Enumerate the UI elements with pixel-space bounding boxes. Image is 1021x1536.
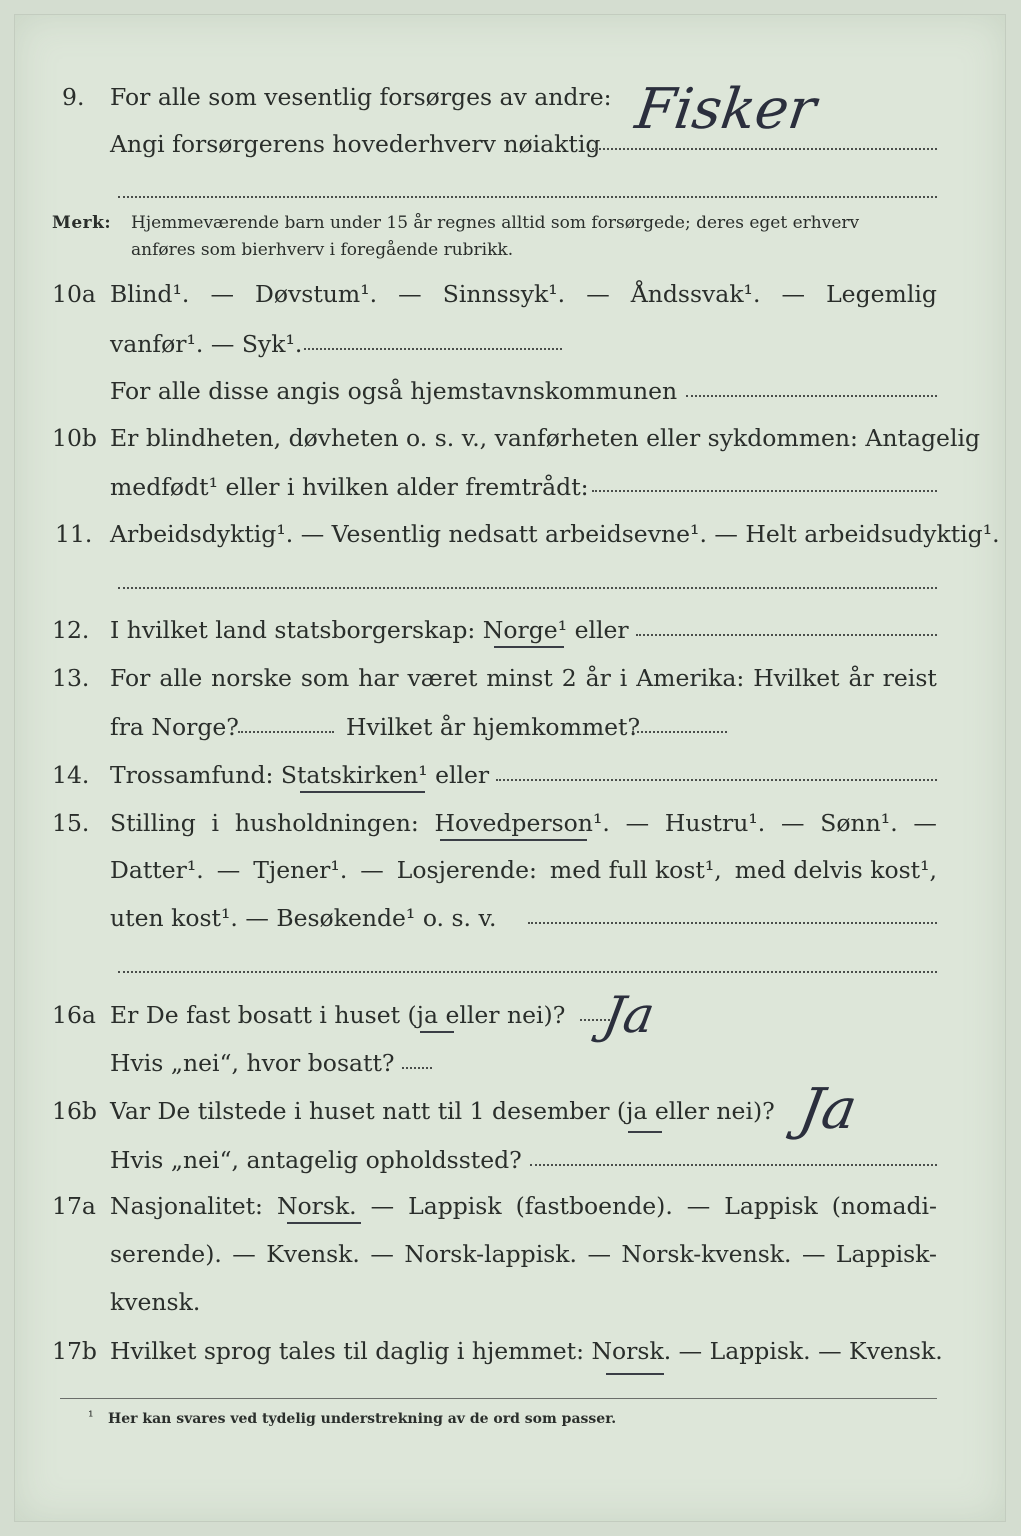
q9-answer-line — [592, 148, 937, 150]
q16b-ja-underline — [628, 1131, 662, 1133]
q11-number: 11. — [55, 520, 93, 548]
dash: — — [398, 280, 422, 308]
option-norsk: Norsk. — [276, 1192, 357, 1220]
q12-line1: I hvilket land statsborgerskap: Norge¹ eller — [110, 616, 629, 644]
q13-number: 13. — [52, 664, 90, 692]
q15-line1 — [110, 809, 937, 837]
q12-answer-line — [636, 634, 937, 636]
q17a-norsk-underline — [287, 1222, 361, 1224]
dash: — — [587, 1240, 611, 1268]
word: i — [211, 809, 220, 837]
word: været — [407, 664, 478, 692]
dash: — — [625, 809, 650, 837]
q16b-answer-line — [530, 1164, 937, 1166]
option-datter: Datter¹. — [110, 856, 204, 884]
word: (nomadi- — [831, 1192, 937, 1220]
dash: — — [216, 856, 241, 884]
q15-number: 15. — [52, 809, 90, 837]
q17b-line1: Hvilket sprog tales til daglig i hjemmet: Norsk. — Lappisk. — Kvensk. — [110, 1337, 943, 1365]
footnote-text: Her kan svares ved tydelig understrekning av de ord som passer. — [108, 1411, 617, 1427]
q16b-line1: Var De tilstede i huset natt til 1 desember (ja eller nei)? — [110, 1097, 775, 1125]
q10a-line2: vanfør¹. — Syk¹. — [110, 330, 303, 358]
q14-statskirken-underline — [300, 791, 425, 793]
word: Lappisk- — [835, 1240, 937, 1268]
q10b-line1: Er blindheten, døvheten o. s. v., vanførheten eller sykdommen: Antagelig — [110, 424, 981, 452]
dash: — — [781, 809, 805, 837]
q13-hjemkommet-line — [632, 731, 727, 733]
option-norsk-lappisk: Norsk-lappisk. — [404, 1240, 577, 1268]
word: år — [848, 664, 874, 692]
dash: — — [370, 1240, 394, 1268]
dash: — — [210, 280, 234, 308]
q10a-hjemstavn-line — [686, 395, 937, 397]
word: alle — [159, 664, 203, 692]
q13-line2b: Hvilket år hjemkommet? — [346, 713, 641, 741]
word: Lappisk — [408, 1192, 502, 1220]
word: Stilling — [110, 809, 196, 837]
q15-extra-line — [118, 971, 937, 973]
q13-reist-line — [238, 731, 334, 733]
q14-line1: Trossamfund: Statskirken¹ eller — [110, 761, 490, 789]
option-hovedperson: Hovedperson¹. — [434, 809, 610, 837]
option-full-kost: med full kost¹, — [549, 856, 722, 884]
q14-number: 14. — [52, 761, 90, 789]
word: Hvilket — [753, 664, 840, 692]
q10b-number: 10b — [52, 424, 97, 452]
q9-line2: Angi forsørgerens hovederhverv nøiaktig — [110, 130, 601, 158]
option-delvis-kost: med delvis kost¹, — [734, 856, 937, 884]
dash: — — [801, 1240, 826, 1268]
q17a-line3: kvensk. — [110, 1288, 201, 1316]
option-blind: Blind¹. — [110, 280, 190, 308]
q10a-line1 — [110, 280, 937, 308]
q16a-handwritten-answer: Ja — [598, 986, 659, 1044]
q9-handwritten-answer: Fisker — [631, 77, 820, 142]
q9-extra-line — [118, 196, 937, 198]
word: norske — [211, 664, 292, 692]
dash: — — [913, 809, 937, 837]
q17a-line2 — [110, 1240, 937, 1268]
word: reist — [882, 664, 937, 692]
q10a-number: 10a — [52, 280, 96, 308]
option-kvensk: Kvensk. — [266, 1240, 360, 1268]
q16b-line2: Hvis „nei“, antagelig opholdssted? — [110, 1146, 522, 1174]
dash: — — [781, 280, 806, 308]
word: har — [358, 664, 399, 692]
word: år — [585, 664, 611, 692]
q16a-number: 16a — [52, 1001, 96, 1029]
q13-line1 — [110, 664, 937, 692]
q17a-number: 17a — [52, 1192, 96, 1220]
q16b-number: 16b — [52, 1097, 97, 1125]
q15-line2 — [110, 856, 937, 884]
q17b-number: 17b — [52, 1337, 97, 1365]
option-norsk-kvensk: Norsk-kvensk. — [621, 1240, 792, 1268]
q10a-syk-line — [304, 348, 562, 350]
dash: — — [360, 856, 384, 884]
word: i — [619, 664, 628, 692]
option-sinnssyk: Sinnssyk¹. — [442, 280, 566, 308]
word: Lappisk — [724, 1192, 818, 1220]
q17a-line1 — [110, 1192, 937, 1220]
q17b-norsk-underline — [606, 1373, 664, 1375]
word: Nasjonalitet: — [110, 1192, 263, 1220]
option-andssvak: Åndssvak¹. — [630, 280, 761, 308]
word: som — [300, 664, 350, 692]
merk-line2: anføres som bierhverv i foregående rubrikk. — [131, 240, 514, 260]
footnote-mark: ¹ — [88, 1409, 94, 1425]
word: minst — [486, 664, 553, 692]
merk-label: Merk: — [52, 213, 112, 233]
q16a-line2: Hvis „nei“, hvor bosatt? — [110, 1049, 395, 1077]
q15-line3: uten kost¹. — Besøkende¹ o. s. v. — [110, 904, 497, 932]
footnote-divider — [60, 1398, 937, 1399]
q15-answer-line — [528, 922, 937, 924]
option-sonn: Sønn¹. — [820, 809, 898, 837]
q14-answer-line — [496, 779, 937, 781]
word: serende). — [110, 1240, 222, 1268]
word: (fastboende). — [515, 1192, 673, 1220]
q15-hovedperson-underline — [440, 839, 587, 841]
dash: — — [686, 1192, 711, 1220]
q11-line1: Arbeidsdyktig¹. — Vesentlig nedsatt arbeidsevne¹. — Helt arbeidsudyktig¹. — [110, 520, 1000, 548]
q12-number: 12. — [52, 616, 90, 644]
q13-line2a: fra Norge? — [110, 713, 239, 741]
merk-line1: Hjemmeværende barn under 15 år regnes alltid som forsørgede; deres eget erhverv — [131, 213, 860, 233]
word: Amerika: — [636, 664, 745, 692]
word: Losjerende: — [396, 856, 537, 884]
q9-line1: For alle som vesentlig forsørges av andre: — [110, 83, 612, 111]
q16a-line1: Er De fast bosatt i huset (ja eller nei)? — [110, 1001, 566, 1029]
q10b-line2: medfødt¹ eller i hvilken alder fremtrådt: — [110, 473, 589, 501]
option-dovstum: Døvstum¹. — [255, 280, 378, 308]
q16b-handwritten-answer: Ja — [794, 1077, 862, 1142]
q16a-bosatt-line — [402, 1067, 432, 1069]
q16a-ja-underline — [420, 1031, 454, 1033]
word: For — [110, 664, 151, 692]
dash: — — [586, 280, 610, 308]
option-tjener: Tjener¹. — [253, 856, 348, 884]
word: husholdningen: — [234, 809, 419, 837]
q11-extra-line — [118, 587, 937, 589]
q12-norge-underline — [494, 646, 564, 648]
dash: — — [370, 1192, 395, 1220]
option-legemlig: Legemlig — [826, 280, 937, 308]
q10a-line3: For alle disse angis også hjemstavnskommunen — [110, 377, 678, 405]
q10b-answer-line — [592, 490, 937, 492]
option-hustru: Hustru¹. — [664, 809, 766, 837]
q9-number: 9. — [62, 83, 85, 111]
word: 2 — [561, 664, 577, 692]
dash: — — [232, 1240, 256, 1268]
